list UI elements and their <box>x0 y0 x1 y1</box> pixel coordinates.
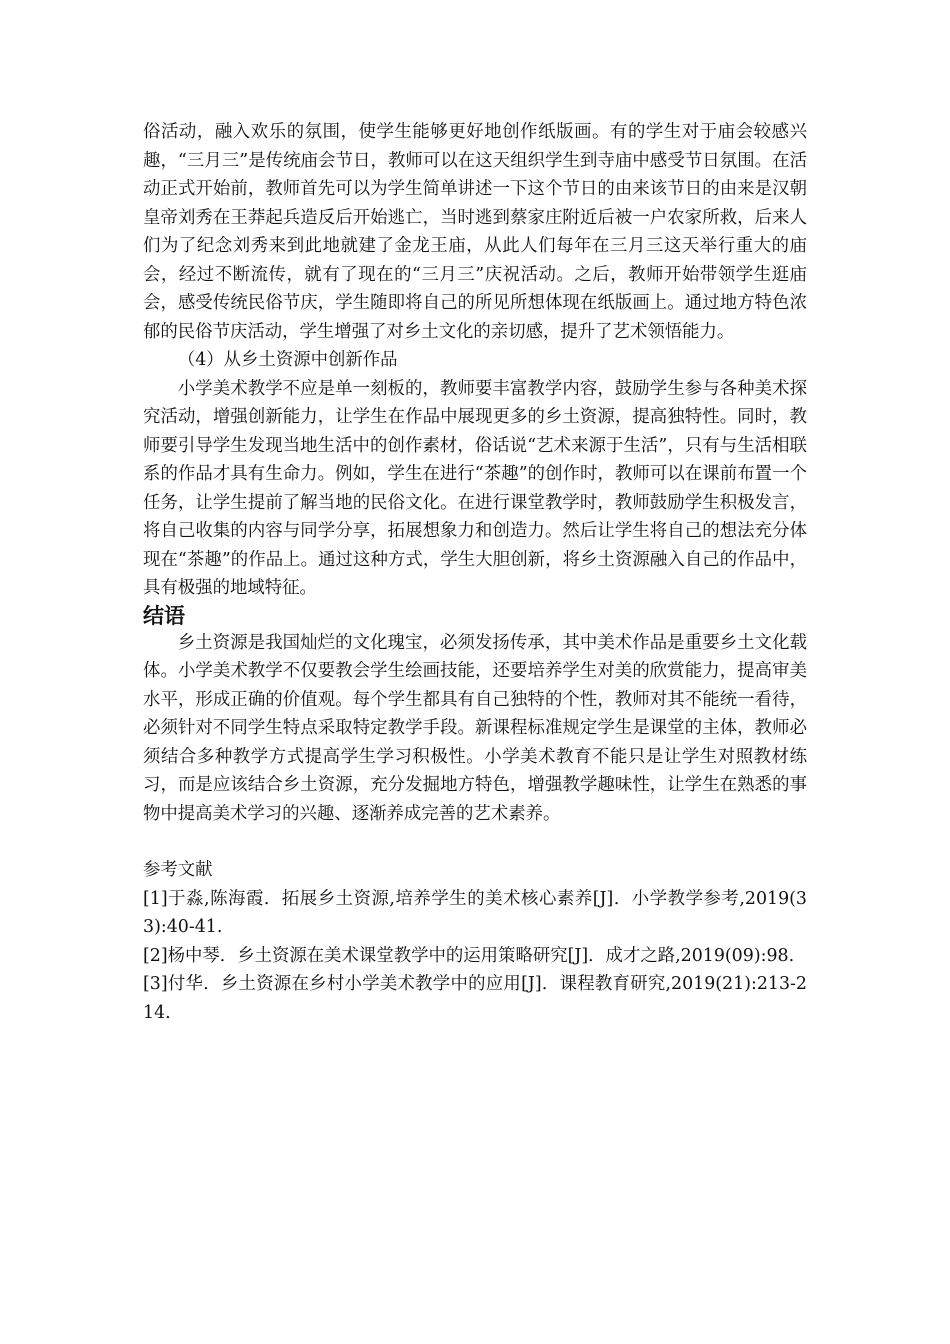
references-title: 参考文献 <box>143 860 213 880</box>
conclusion-title: 结语 <box>143 603 185 628</box>
conclusion-paragraph: 乡土资源是我国灿烂的文化瑰宝，必须发扬传承，其中美术作品是重要乡土文化载体。小学美术教学不仅要教会学生绘画技能，还要培养学生对美的欣赏能力，提高审美水平，形成正确的价值观。每个学生都具有自己独特的个性，教师对其不能统一看待，必须针对不同学生特点采取特定教学手段。新课程标准规定学生是课堂的主体，教师必须结合多种教学方式提高学生学习积极性。小学美术教育不能只是让学生对照教材练习，而是应该结合乡土资源，充分发掘地方特色，增强教学趣味性，让学生在熟悉的事物中提高美术学习的兴趣、逐渐养成完善的艺术素养。 <box>143 632 807 824</box>
subsection-heading: （4）从乡土资源中创新作品 <box>177 350 398 370</box>
reference-item: [3]付华．乡土资源在乡村小学美术教学中的应用[J]．课程教育研究,2019(21):213-214. <box>143 974 807 1023</box>
document-page <box>143 118 807 1027</box>
reference-item: [2]杨中琴．乡土资源在美术课堂教学中的运用策略研究[J]．成才之路,2019(09):98. <box>143 945 795 966</box>
spacer <box>143 828 807 856</box>
subsection-paragraph: 小学美术教学不应是单一刻板的，教师要丰富教学内容，鼓励学生参与各种美术探究活动，增强创新能力，让学生在作品中展现更多的乡土资源，提高独特性。同时，教师要引导学生发现当地生活中的创作素材，俗话说“艺术来源于生活”，只有与生活相联系的作品才具有生命力。例如，学生在进行“茶趣”的创作时，教师可以在课前布置一个任务，让学生提前了解当地的民俗文化。在进行课堂教学时，教师鼓励学生积极发言，将自己收集的内容与同学分享，拓展想象力和创造力。然后让学生将自己的想法充分体现在“茶趣”的作品上。通过这种方式，学生大胆创新，将乡土资源融入自己的作品中，具有极强的地域特征。 <box>143 378 807 598</box>
references-list <box>143 885 807 1028</box>
body-paragraph-continued: 俗活动，融入欢乐的氛围，使学生能够更好地创作纸版画。有的学生对于庙会较感兴趣，“三月三”是传统庙会节日，教师可以在这天组织学生到寺庙中感受节日氛围。在活动正式开始前，教师首先可以为学生简单讲述一下这个节日的由来该节日的由来是汉朝皇帝刘秀在王莽起兵造反后开始逃亡，当时逃到蔡家庄附近后被一户农家所救，后来人们为了纪念刘秀来到此地就建了金龙王庙，从此人们每年在三月三这天举行重大的庙会，经过不断流传，就有了现在的“三月三”庆祝活动。之后，教师开始带领学生逛庙会，感受传统民俗节庆，学生随即将自己的所见所想体现在纸版画上。通过地方特色浓郁的民俗节庆活动，学生增强了对乡土文化的亲切感，提升了艺术领悟能力。 <box>143 122 807 342</box>
reference-item: [1]于淼,陈海霞．拓展乡土资源,培养学生的美术核心素养[J]．小学教学参考,2019(33):40-41. <box>143 888 807 937</box>
